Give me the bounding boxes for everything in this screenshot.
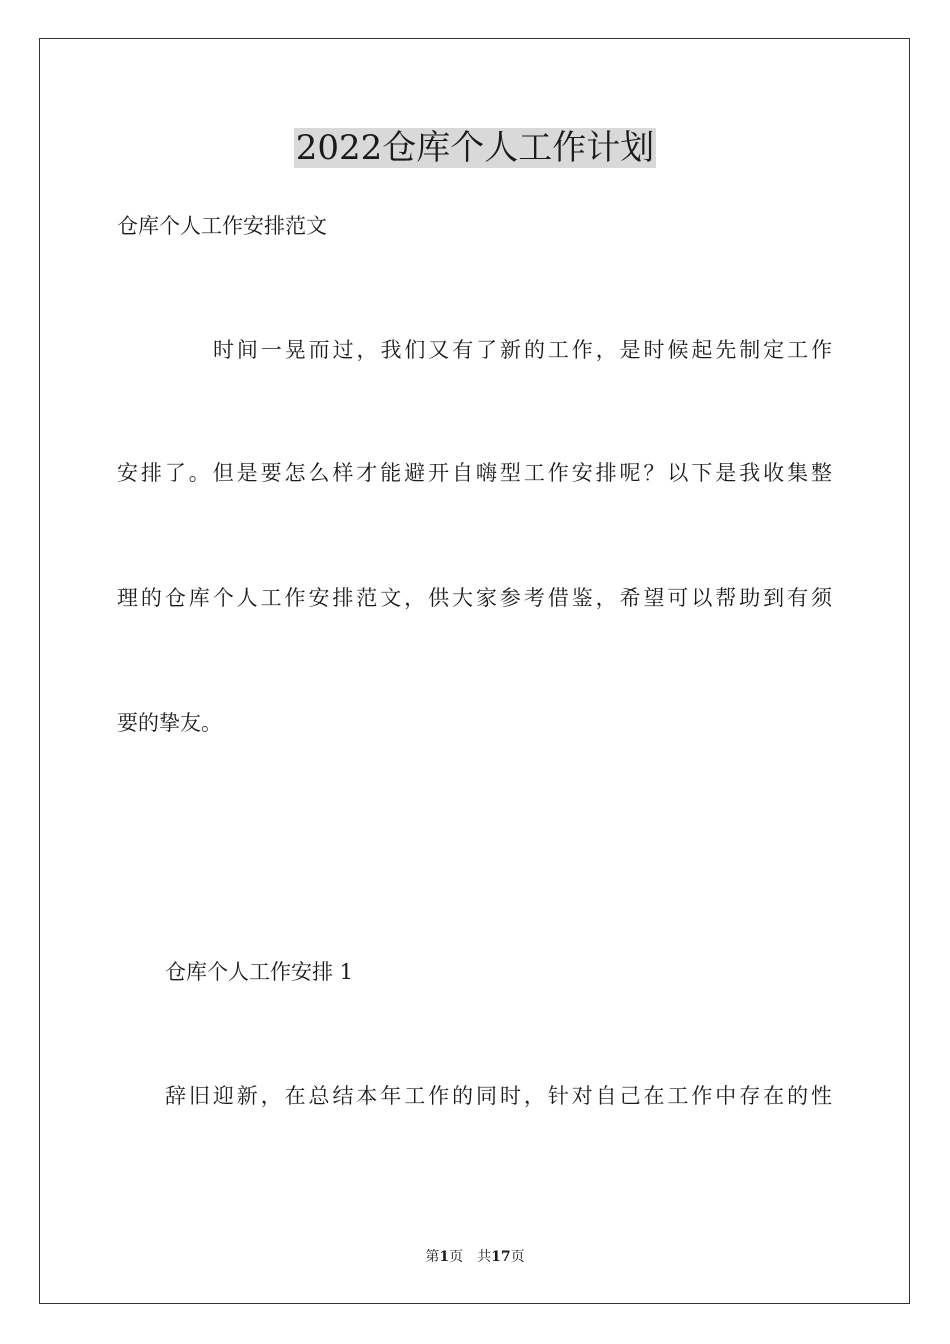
section-heading: 仓库个人工作安排 1 — [165, 960, 354, 984]
section-paragraph-line-1: 辞旧迎新，在总结本年工作的同时，针对自己在工作中存在的性 — [165, 1084, 832, 1108]
document-title — [0, 127, 950, 169]
footer-suffix: 页 — [510, 1249, 525, 1265]
intro-line-4: 要的挚友。 — [117, 711, 222, 735]
document-subtitle: 仓库个人工作安排范文 — [117, 214, 327, 238]
page-footer — [0, 1248, 950, 1266]
footer-page-number: 1 — [439, 1249, 450, 1265]
intro-line-3: 理的仓库个人工作安排范文，供大家参考借鉴，希望可以帮助到有须 — [117, 586, 832, 610]
intro-line-1: 时间一晃而过，我们又有了新的工作，是时候起先制定工作 — [213, 338, 832, 362]
document-title-text: 2022仓库个人工作计划 — [295, 128, 655, 168]
footer-total-pages: 17 — [491, 1249, 511, 1265]
footer-prefix: 第 — [425, 1249, 440, 1265]
intro-line-2: 安排了。但是要怎么样才能避开自嗨型工作安排呢？以下是我收集整 — [117, 461, 832, 485]
footer-mid: 页 共 — [449, 1249, 492, 1265]
